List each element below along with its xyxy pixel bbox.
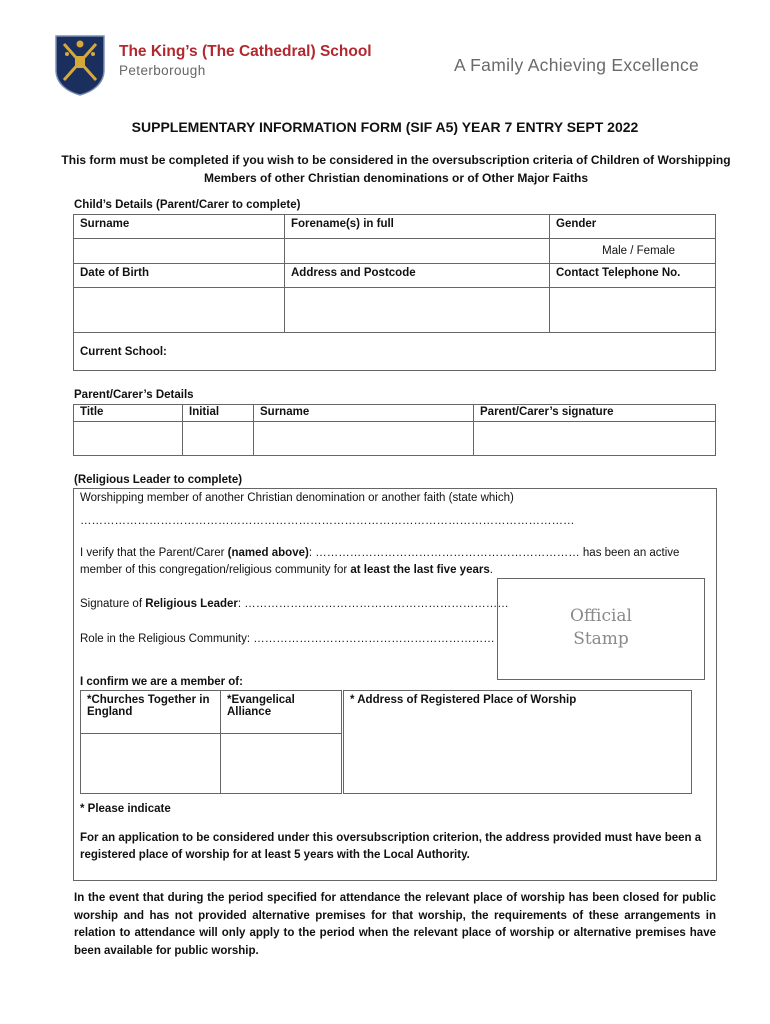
address-label: Address and Postcode	[285, 264, 550, 288]
worship-line: Worshipping member of another Christian denomination or another faith (state which)	[80, 492, 514, 504]
address-worship-label: * Address of Registered Place of Worship	[350, 694, 577, 706]
school-location: Peterborough	[119, 63, 206, 78]
verify-line-1: I verify that the Parent/Carer (named above): …………………………………………………………… has been an active	[80, 547, 680, 559]
churches-together-label: *Churches Together in England	[81, 691, 221, 734]
forenames-label: Forename(s) in full	[285, 215, 550, 239]
phone-field[interactable]	[550, 288, 716, 333]
school-crest-icon	[54, 34, 106, 96]
leader-signature-field[interactable]: Signature of Religious Leader: ……………………………………………………………	[80, 598, 509, 610]
child-details-table	[73, 214, 716, 371]
gender-label: Gender	[550, 215, 716, 239]
denomination-field[interactable]: …………………………………………………………………………………………………………………	[80, 515, 575, 527]
evangelical-alliance-label: *Evangelical Alliance	[221, 691, 343, 734]
footer-text: In the event that during the period specified for attendance the relevant place of worship has been closed for public worship and has not provided alternative premises for that worship, the requirements of these arrangements in relation to attendance will only apply to the period when the relevant place of worship or alternative premises have been available for public worship.	[74, 892, 716, 957]
confirm-label: I confirm we are a member of:	[80, 676, 243, 688]
parent-title-field[interactable]	[74, 422, 183, 456]
parent-signature-label: Parent/Carer’s signature	[474, 405, 716, 422]
official-stamp-box	[497, 578, 705, 680]
membership-table	[80, 690, 692, 794]
child-details-heading: Child’s Details (Parent/Carer to complete)	[74, 199, 301, 211]
surname-label: Surname	[74, 215, 285, 239]
current-school-field[interactable]	[74, 333, 716, 371]
surname-field[interactable]	[74, 239, 285, 264]
school-name: The King’s (The Cathedral) School	[119, 43, 372, 60]
official-stamp-label: Official Stamp	[570, 606, 632, 649]
current-school-label: Current School:	[80, 345, 167, 358]
dob-field[interactable]	[74, 288, 285, 333]
parent-signature-field[interactable]	[474, 422, 716, 456]
churches-together-field[interactable]	[81, 734, 221, 794]
dob-label: Date of Birth	[74, 264, 285, 288]
phone-label: Contact Telephone No.	[550, 264, 716, 288]
form-intro: This form must be completed if you wish to be considered in the oversubscription criteria of Children of Worshipping Members of other Christian denominations or of Other Major Faiths	[61, 153, 731, 185]
form-title: SUPPLEMENTARY INFORMATION FORM (SIF A5) YEAR 7 ENTRY SEPT 2022	[131, 119, 639, 135]
school-motto: A Family Achieving Excellence	[454, 55, 700, 75]
evangelical-alliance-field[interactable]	[221, 734, 343, 794]
parent-surname-field[interactable]	[254, 422, 474, 456]
religious-heading: (Religious Leader to complete)	[74, 474, 243, 486]
leader-role-field[interactable]: Role in the Religious Community: ………………………………………………………	[80, 633, 495, 645]
address-worship-field[interactable]	[343, 691, 692, 794]
please-indicate-note: * Please indicate	[80, 803, 171, 815]
parent-details-heading: Parent/Carer’s Details	[74, 389, 194, 401]
parent-details-table	[73, 404, 716, 456]
parent-initial-field[interactable]	[183, 422, 254, 456]
address-field[interactable]	[285, 288, 550, 333]
parent-initial-label: Initial	[183, 405, 254, 422]
gender-field[interactable]: Male / Female	[550, 239, 716, 264]
registration-note: For an application to be considered under this oversubscription criterion, the address provided must have been a registered place of worship for at least 5 years with the Local Authority.	[80, 832, 702, 861]
parent-title-label: Title	[74, 405, 183, 422]
verify-line-2: member of this congregation/religious community for at least the last five years.	[80, 564, 493, 576]
forenames-field[interactable]	[285, 239, 550, 264]
parent-surname-label: Surname	[254, 405, 474, 422]
